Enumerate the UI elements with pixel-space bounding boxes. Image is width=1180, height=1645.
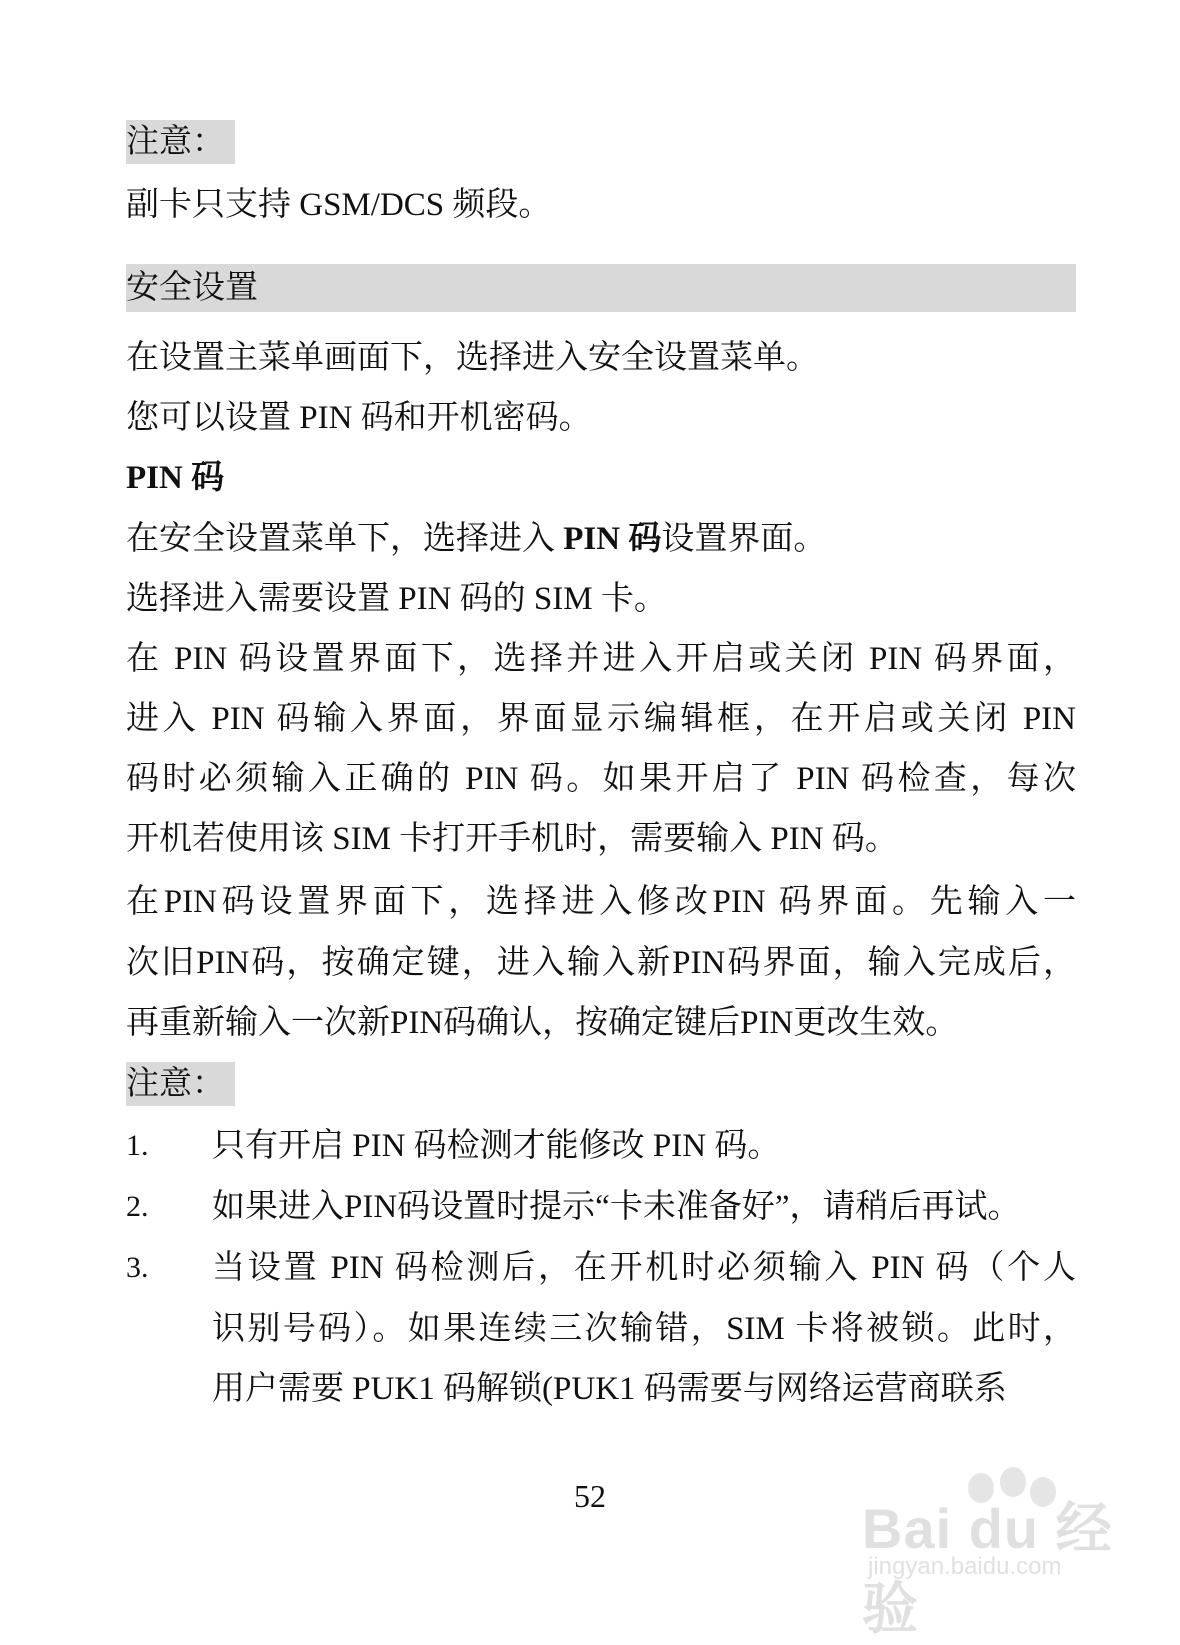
note-tag-1: 注意： [126, 120, 235, 164]
pin-p4-line-3: 再重新输入一次新PIN码确认，按确定键后PIN更改生效。 [126, 1005, 959, 1041]
section-intro-2: 您可以设置 PIN 码和开机密码。 [126, 400, 592, 436]
pin-paragraph-1 [126, 517, 826, 561]
note-item-text: 识别号码）。如果连续三次输错，SIM 卡将被锁。此时， [212, 1311, 1076, 1347]
pin-p3-line-1: 在 PIN 码设置界面下，选择并进入开启或关闭 PIN 码界面， [126, 641, 1076, 677]
note-item-text: 当设置 PIN 码检测后，在开机时必须输入 PIN 码（个人 [212, 1250, 1076, 1286]
pin-paragraph-2: 选择进入需要设置 PIN 码的 SIM 卡。 [126, 581, 667, 617]
page-number: 52 [574, 1478, 606, 1514]
pin-heading: PIN 码 [126, 460, 225, 496]
note-item-number: 2. [126, 1190, 149, 1223]
note-item-number: 1. [126, 1129, 149, 1162]
pin-p1-after: 设置界面。 [661, 521, 827, 557]
note-item-text: 如果进入PIN码设置时提示“卡未准备好”，请稍后再试。 [212, 1189, 1021, 1225]
pin-p1-before: 在安全设置菜单下，选择进入 [126, 521, 564, 557]
note-label-2 [126, 1062, 235, 1106]
pin-p3-line-2: 进入 PIN 码输入界面，界面显示编辑框，在开启或关闭 PIN [126, 701, 1076, 737]
note-item-text: 用户需要 PUK1 码解锁(PUK1 码需要与网络运营商联系 [212, 1371, 1007, 1407]
watermark-url: jingyan.baidu.com [868, 1553, 1062, 1580]
pin-p4-line-2: 次旧PIN码，按确定键，进入输入新PIN码界面，输入完成后， [126, 945, 1076, 981]
note-tag-2: 注意： [126, 1062, 235, 1106]
note-item-text: 只有开启 PIN 码检测才能修改 PIN 码。 [212, 1128, 781, 1164]
section-header-bar [126, 264, 1076, 312]
note-text-1: 副卡只支持 GSM/DCS 频段。 [126, 187, 552, 223]
watermark-brand: Bai du 经验 [862, 1497, 1113, 1640]
note-item-number: 3. [126, 1251, 149, 1284]
pin-p4-line-1: 在PIN码设置界面下，选择进入修改PIN 码界面。先输入一 [126, 884, 1076, 920]
baidu-watermark [850, 1475, 1120, 1640]
note-label-1 [126, 120, 235, 164]
section-intro-1: 在设置主菜单画面下，选择进入安全设置菜单。 [126, 340, 819, 376]
section-title: 安全设置 [126, 270, 258, 306]
pin-p1-bold: PIN 码 [563, 521, 662, 557]
pin-p3-line-3: 码时必须输入正确的 PIN 码。如果开启了 PIN 码检查，每次 [126, 761, 1076, 797]
pin-p3-line-4: 开机若使用该 SIM 卡打开手机时，需要输入 PIN 码。 [126, 821, 898, 857]
